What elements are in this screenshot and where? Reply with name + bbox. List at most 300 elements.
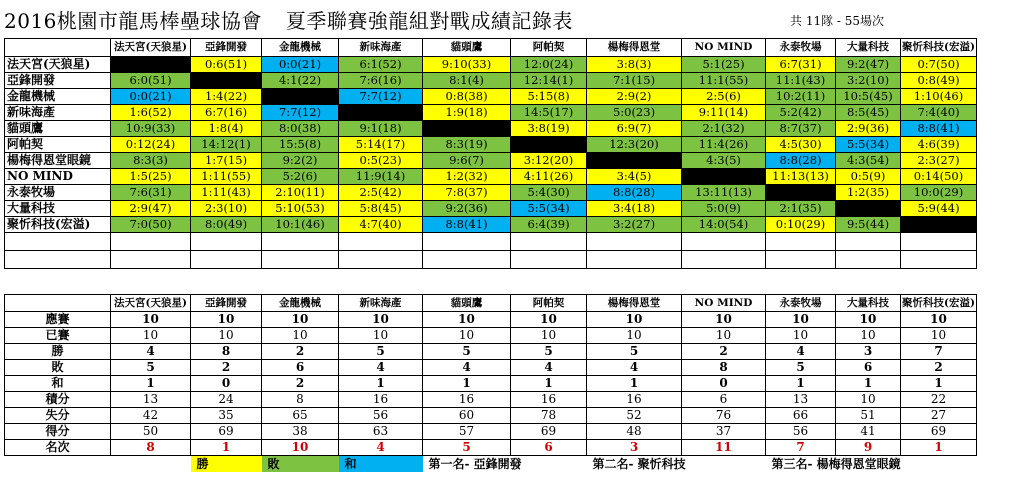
match-result-cell: 4:3(54)	[836, 153, 901, 169]
match-result-cell: 10:9(33)	[111, 121, 191, 137]
match-result-cell: 9:2(2)	[262, 153, 339, 169]
match-result-cell: 7:7(12)	[339, 89, 423, 105]
stats-row-label: 已賽	[5, 328, 111, 344]
stats-value-cell: 27	[901, 408, 977, 424]
match-result-cell: 0:6(51)	[191, 57, 262, 73]
match-result-cell: 1:11(43)	[191, 185, 262, 201]
match-result-cell: 9:5(44)	[836, 217, 901, 233]
stats-value-cell: 4	[766, 344, 836, 360]
match-result-cell: 0:7(50)	[901, 57, 977, 73]
match-result-cell: 3:8(3)	[587, 57, 682, 73]
legend-blank	[111, 456, 191, 473]
blank-cell	[766, 233, 836, 251]
match-result-cell: 14:0(54)	[682, 217, 766, 233]
matrix-header-cell: 聚忻科技(宏溢)	[901, 39, 977, 57]
match-result-cell: 1:5(25)	[111, 169, 191, 185]
matrix-row	[5, 73, 977, 89]
match-result-cell: 6:9(7)	[587, 121, 682, 137]
stats-value-cell: 2	[901, 360, 977, 376]
match-result-cell: 2:5(42)	[339, 185, 423, 201]
blank-cell	[191, 233, 262, 251]
match-result-cell: 7:4(40)	[901, 105, 977, 121]
match-result-cell: 8:8(41)	[423, 217, 511, 233]
stats-value-cell: 5	[111, 360, 191, 376]
match-result-cell: 1:2(35)	[836, 185, 901, 201]
match-result-cell: 5:0(9)	[682, 201, 766, 217]
stats-row	[5, 408, 977, 424]
stats-value-cell: 5	[339, 344, 423, 360]
legend-tie: 和	[339, 456, 423, 473]
stats-value-cell: 38	[262, 424, 339, 440]
stats-value-cell: 10	[836, 312, 901, 328]
stats-value-cell: 10	[682, 328, 766, 344]
match-result-cell: 2:5(6)	[682, 89, 766, 105]
stats-value-cell: 4	[339, 360, 423, 376]
match-result-cell: 5:9(44)	[901, 201, 977, 217]
stats-value-cell: 1	[901, 440, 977, 456]
match-result-cell: 6:7(16)	[191, 105, 262, 121]
blank-cell	[682, 251, 766, 269]
matrix-row	[5, 153, 977, 169]
stats-value-cell: 2	[262, 344, 339, 360]
self-match-cell	[682, 169, 766, 185]
self-match-cell	[111, 57, 191, 73]
blank-cell	[262, 233, 339, 251]
match-result-cell: 9:10(33)	[423, 57, 511, 73]
stats-value-cell: 5	[423, 344, 511, 360]
match-result-cell: 14:5(17)	[511, 105, 587, 121]
match-result-cell: 1:4(22)	[191, 89, 262, 105]
blank-cell	[511, 233, 587, 251]
blank-cell	[511, 251, 587, 269]
matrix-row	[5, 105, 977, 121]
stats-value-cell: 10	[339, 328, 423, 344]
match-result-cell: 1:11(55)	[191, 169, 262, 185]
match-result-cell: 5:4(30)	[511, 185, 587, 201]
stats-value-cell: 4	[587, 360, 682, 376]
matrix-header-cell: 大量科技	[836, 39, 901, 57]
matrix-row-label: NO MIND	[5, 169, 111, 185]
stats-value-cell: 10	[262, 312, 339, 328]
stats-row	[5, 312, 977, 328]
match-result-cell: 9:11(14)	[682, 105, 766, 121]
match-result-cell: 3:12(20)	[511, 153, 587, 169]
stats-value-cell: 10	[423, 312, 511, 328]
stats-header-cell: 新味海產	[339, 295, 423, 312]
match-result-cell: 5:8(45)	[339, 201, 423, 217]
match-result-cell: 5:15(8)	[511, 89, 587, 105]
stats-value-cell: 5	[511, 344, 587, 360]
stats-value-cell: 10	[191, 312, 262, 328]
match-result-cell: 7:6(16)	[339, 73, 423, 89]
stats-header-cell: 亞鋒開發	[191, 295, 262, 312]
match-result-cell: 0:5(23)	[339, 153, 423, 169]
stats-row-label: 和	[5, 376, 111, 392]
matrix-row-label: 貓頭鷹	[5, 121, 111, 137]
matrix-row-label: 永泰牧場	[5, 185, 111, 201]
match-result-cell: 0:0(21)	[262, 57, 339, 73]
match-result-cell: 9:2(47)	[836, 57, 901, 73]
matrix-row-label: 亞鋒開發	[5, 73, 111, 89]
stats-value-cell: 10	[339, 312, 423, 328]
stats-value-cell: 10	[901, 312, 977, 328]
self-match-cell	[901, 217, 977, 233]
match-result-cell: 13:11(13)	[682, 185, 766, 201]
blank-cell	[191, 251, 262, 269]
matrix-row-label: 法天宮(天狼星)	[5, 57, 111, 73]
stats-value-cell: 10	[587, 312, 682, 328]
stats-value-cell: 10	[262, 328, 339, 344]
stats-row-label: 失分	[5, 408, 111, 424]
match-result-cell: 4:1(22)	[262, 73, 339, 89]
stats-value-cell: 1	[111, 376, 191, 392]
legend-first-place: 第一名- 亞鋒開發	[428, 456, 522, 471]
stats-value-cell: 1	[423, 376, 511, 392]
stats-row-label: 敗	[5, 360, 111, 376]
stats-value-cell: 1	[339, 376, 423, 392]
match-result-cell: 8:1(4)	[423, 73, 511, 89]
stats-value-cell: 10	[511, 312, 587, 328]
blank-cell	[262, 251, 339, 269]
match-result-cell: 11:1(43)	[766, 73, 836, 89]
legend-win: 勝	[191, 456, 262, 473]
match-result-cell: 6:4(39)	[511, 217, 587, 233]
stats-value-cell: 56	[339, 408, 423, 424]
match-result-cell: 8:3(19)	[423, 137, 511, 153]
stats-value-cell: 10	[901, 328, 977, 344]
matrix-row-label: 金龍機械	[5, 89, 111, 105]
stats-value-cell: 16	[423, 392, 511, 408]
stats-value-cell: 13	[111, 392, 191, 408]
matrix-header-row	[5, 39, 977, 57]
match-result-cell: 10:5(45)	[836, 89, 901, 105]
match-result-cell: 10:0(29)	[901, 185, 977, 201]
blank-cell	[587, 233, 682, 251]
match-result-cell: 8:0(49)	[191, 217, 262, 233]
match-result-cell: 1:9(18)	[423, 105, 511, 121]
stats-value-cell: 10	[682, 312, 766, 328]
stats-value-cell: 6	[262, 360, 339, 376]
stats-value-cell: 63	[339, 424, 423, 440]
stats-value-cell: 69	[511, 424, 587, 440]
matrix-header-cell: 新味海產	[339, 39, 423, 57]
stats-value-cell: 16	[587, 392, 682, 408]
stats-row	[5, 392, 977, 408]
stats-value-cell: 51	[836, 408, 901, 424]
stats-row	[5, 376, 977, 392]
blank-row	[5, 251, 977, 269]
stats-value-cell: 10	[191, 328, 262, 344]
stats-header-row	[5, 295, 977, 312]
match-result-cell: 5:14(17)	[339, 137, 423, 153]
stats-row	[5, 424, 977, 440]
match-result-cell: 1:7(15)	[191, 153, 262, 169]
stats-value-cell: 6	[511, 440, 587, 456]
stats-value-cell: 10	[836, 328, 901, 344]
match-result-cell: 14:12(1)	[191, 137, 262, 153]
stats-value-cell: 10	[511, 328, 587, 344]
stats-value-cell: 7	[766, 440, 836, 456]
match-result-cell: 12:14(1)	[511, 73, 587, 89]
stats-header-cell: 貓頭鷹	[423, 295, 511, 312]
stats-value-cell: 7	[901, 344, 977, 360]
match-result-cell: 10:2(11)	[766, 89, 836, 105]
match-result-cell: 11:4(26)	[682, 137, 766, 153]
stats-corner-cell	[5, 295, 111, 312]
title-main: 2016桃園市龍馬棒壘球協會	[4, 9, 262, 33]
stats-value-cell: 4	[111, 344, 191, 360]
match-result-cell: 8:0(38)	[262, 121, 339, 137]
stats-value-cell: 2	[682, 344, 766, 360]
stats-value-cell: 8	[682, 360, 766, 376]
blank-cell	[339, 233, 423, 251]
match-result-cell: 0:8(49)	[901, 73, 977, 89]
match-result-cell: 4:11(26)	[511, 169, 587, 185]
matrix-corner-cell	[5, 39, 111, 57]
stats-value-cell: 56	[766, 424, 836, 440]
stats-value-cell: 5	[766, 360, 836, 376]
stats-value-cell: 4	[511, 360, 587, 376]
match-result-cell: 1:10(46)	[901, 89, 977, 105]
matrix-row-label: 楊梅得恩堂眼鏡	[5, 153, 111, 169]
match-result-cell: 6:1(52)	[339, 57, 423, 73]
stats-value-cell: 10	[836, 392, 901, 408]
matrix-row-label: 聚忻科技(宏溢)	[5, 217, 111, 233]
stats-value-cell: 78	[511, 408, 587, 424]
results-matrix	[4, 38, 977, 269]
stats-value-cell: 1	[766, 376, 836, 392]
stats-value-cell: 8	[191, 344, 262, 360]
stats-value-cell: 60	[423, 408, 511, 424]
match-result-cell: 0:8(38)	[423, 89, 511, 105]
matrix-row	[5, 121, 977, 137]
stats-value-cell: 3	[836, 344, 901, 360]
stats-value-cell: 10	[111, 312, 191, 328]
matrix-header-cell: 金龍機械	[262, 39, 339, 57]
stats-value-cell: 37	[682, 424, 766, 440]
match-result-cell: 2:1(32)	[682, 121, 766, 137]
stats-header-cell: 楊梅得恩堂	[587, 295, 682, 312]
blank-cell	[587, 251, 682, 269]
match-result-cell: 11:9(14)	[339, 169, 423, 185]
page-title	[4, 5, 573, 34]
blank-cell	[901, 251, 977, 269]
blank-cell	[5, 251, 111, 269]
self-match-cell	[423, 121, 511, 137]
matrix-row	[5, 89, 977, 105]
match-result-cell: 6:0(51)	[111, 73, 191, 89]
stats-value-cell: 69	[191, 424, 262, 440]
matrix-header-cell: 楊梅得恩堂	[587, 39, 682, 57]
team-count: 共 11隊 - 55場次	[790, 14, 885, 28]
self-match-cell	[262, 89, 339, 105]
stats-value-cell: 1	[587, 376, 682, 392]
stats-value-cell: 24	[191, 392, 262, 408]
stats-value-cell: 1	[836, 376, 901, 392]
match-result-cell: 5:5(34)	[836, 137, 901, 153]
match-result-cell: 2:10(11)	[262, 185, 339, 201]
matrix-header-cell: NO MIND	[682, 39, 766, 57]
self-match-cell	[766, 185, 836, 201]
stats-value-cell: 42	[111, 408, 191, 424]
stats-value-cell: 8	[111, 440, 191, 456]
match-result-cell: 5:2(6)	[262, 169, 339, 185]
match-result-cell: 0:14(50)	[901, 169, 977, 185]
self-match-cell	[511, 137, 587, 153]
blank-cell	[901, 233, 977, 251]
stats-value-cell: 0	[191, 376, 262, 392]
stats-value-cell: 52	[587, 408, 682, 424]
match-result-cell: 5:1(25)	[682, 57, 766, 73]
match-result-cell: 2:3(27)	[901, 153, 977, 169]
legend-second-place: 第二名- 聚忻科技	[592, 456, 686, 471]
self-match-cell	[339, 105, 423, 121]
match-result-cell: 12:3(20)	[587, 137, 682, 153]
stats-value-cell: 11	[682, 440, 766, 456]
match-result-cell: 12:0(24)	[511, 57, 587, 73]
matrix-header-cell: 阿帕契	[511, 39, 587, 57]
match-result-cell: 2:9(36)	[836, 121, 901, 137]
stats-value-cell: 10	[423, 328, 511, 344]
match-result-cell: 0:5(9)	[836, 169, 901, 185]
stats-value-cell: 10	[766, 328, 836, 344]
match-result-cell: 6:7(31)	[766, 57, 836, 73]
self-match-cell	[836, 201, 901, 217]
match-result-cell: 0:0(21)	[111, 89, 191, 105]
stats-value-cell: 50	[111, 424, 191, 440]
self-match-cell	[587, 153, 682, 169]
stats-row	[5, 360, 977, 376]
matrix-row-label: 大量科技	[5, 201, 111, 217]
blank-cell	[5, 233, 111, 251]
match-result-cell: 2:3(10)	[191, 201, 262, 217]
stats-value-cell: 35	[191, 408, 262, 424]
matrix-row	[5, 137, 977, 153]
stats-header-cell: 大量科技	[836, 295, 901, 312]
matrix-row	[5, 217, 977, 233]
stats-value-cell: 2	[191, 360, 262, 376]
match-result-cell: 5:5(34)	[511, 201, 587, 217]
match-result-cell: 7:8(37)	[423, 185, 511, 201]
legend-loss: 敗	[262, 456, 339, 473]
match-result-cell: 0:12(24)	[111, 137, 191, 153]
blank-cell	[339, 251, 423, 269]
match-result-cell: 3:8(19)	[511, 121, 587, 137]
blank-cell	[766, 251, 836, 269]
match-result-cell: 7:7(12)	[262, 105, 339, 121]
stats-value-cell: 3	[587, 440, 682, 456]
matrix-row	[5, 169, 977, 185]
stats-row	[5, 328, 977, 344]
stats-row-label: 勝	[5, 344, 111, 360]
match-result-cell: 8:3(3)	[111, 153, 191, 169]
stats-value-cell: 5	[587, 344, 682, 360]
match-result-cell: 2:9(2)	[587, 89, 682, 105]
title-sub: 夏季聯賽強龍組對戰成績記錄表	[285, 9, 573, 33]
match-result-cell: 4:3(5)	[682, 153, 766, 169]
stats-value-cell: 4	[339, 440, 423, 456]
stats-value-cell: 10	[262, 440, 339, 456]
matrix-header-cell: 亞鋒開發	[191, 39, 262, 57]
stats-header-cell: 阿帕契	[511, 295, 587, 312]
match-result-cell: 4:7(40)	[339, 217, 423, 233]
stats-value-cell: 13	[766, 392, 836, 408]
stats-value-cell: 6	[836, 360, 901, 376]
stats-value-cell: 0	[682, 376, 766, 392]
legend-blank	[5, 456, 111, 473]
blank-cell	[111, 233, 191, 251]
matrix-header-cell: 貓頭鷹	[423, 39, 511, 57]
match-result-cell: 11:13(13)	[766, 169, 836, 185]
matrix-header-cell: 永泰牧場	[766, 39, 836, 57]
stats-value-cell: 10	[587, 328, 682, 344]
match-result-cell: 8:8(41)	[901, 121, 977, 137]
stats-value-cell: 10	[111, 328, 191, 344]
blank-cell	[836, 233, 901, 251]
match-result-cell: 2:9(47)	[111, 201, 191, 217]
blank-cell	[836, 251, 901, 269]
blank-cell	[682, 233, 766, 251]
match-result-cell: 8:8(28)	[766, 153, 836, 169]
stats-value-cell: 1	[901, 376, 977, 392]
stats-header-cell: 聚忻科技(宏溢)	[901, 295, 977, 312]
blank-cell	[423, 233, 511, 251]
stats-value-cell: 6	[682, 392, 766, 408]
match-result-cell: 9:2(36)	[423, 201, 511, 217]
stats-value-cell: 5	[423, 440, 511, 456]
self-match-cell	[191, 73, 262, 89]
blank-row	[5, 233, 977, 251]
stats-header-cell: 法天宮(天狼星)	[111, 295, 191, 312]
matrix-row	[5, 57, 977, 73]
match-result-cell: 8:5(45)	[836, 105, 901, 121]
stats-value-cell: 69	[901, 424, 977, 440]
stats-row-label: 得分	[5, 424, 111, 440]
stats-value-cell: 22	[901, 392, 977, 408]
stats-value-cell: 8	[262, 392, 339, 408]
standings-table	[4, 294, 977, 472]
match-result-cell: 1:8(4)	[191, 121, 262, 137]
match-result-cell: 7:6(31)	[111, 185, 191, 201]
matrix-row	[5, 185, 977, 201]
match-result-cell: 1:2(32)	[423, 169, 511, 185]
match-result-cell: 4:6(39)	[901, 137, 977, 153]
match-result-cell: 10:1(46)	[262, 217, 339, 233]
match-result-cell: 15:5(8)	[262, 137, 339, 153]
stats-value-cell: 76	[682, 408, 766, 424]
stats-value-cell: 1	[511, 376, 587, 392]
match-result-cell: 3:4(18)	[587, 201, 682, 217]
stats-value-cell: 2	[262, 376, 339, 392]
stats-value-cell: 41	[836, 424, 901, 440]
matrix-header-cell: 法天宮(天狼星)	[111, 39, 191, 57]
stats-value-cell: 57	[423, 424, 511, 440]
blank-cell	[111, 251, 191, 269]
match-result-cell: 5:2(42)	[766, 105, 836, 121]
stats-header-cell: 金龍機械	[262, 295, 339, 312]
match-result-cell: 5:10(53)	[262, 201, 339, 217]
match-result-cell: 5:0(23)	[587, 105, 682, 121]
match-result-cell: 7:0(50)	[111, 217, 191, 233]
stats-row-label: 積分	[5, 392, 111, 408]
stats-header-cell: 永泰牧場	[766, 295, 836, 312]
stats-header-cell: NO MIND	[682, 295, 766, 312]
stats-value-cell: 16	[339, 392, 423, 408]
match-result-cell: 3:2(27)	[587, 217, 682, 233]
blank-cell	[423, 251, 511, 269]
legend-third-place: 第三名- 楊梅得恩堂眼鏡	[771, 456, 901, 471]
match-result-cell: 3:2(10)	[836, 73, 901, 89]
